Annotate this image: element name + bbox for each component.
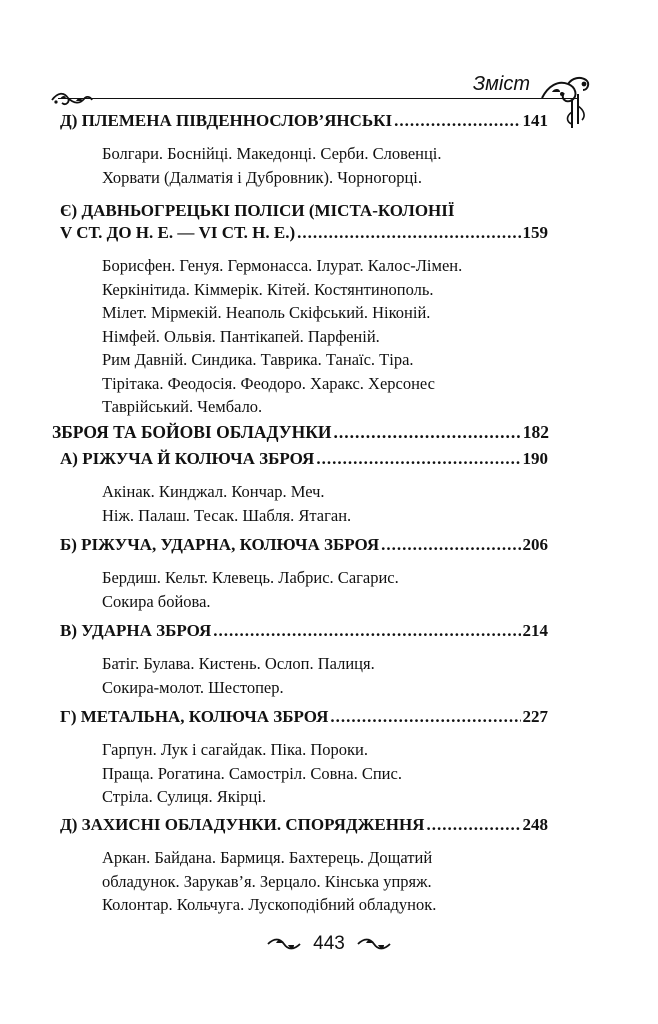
dot-leader [381,534,520,556]
toc-heading-label: Г) МЕТАЛЬНА, КОЛЮЧА ЗБРОЯ [60,707,329,726]
dot-leader [394,110,520,132]
toc-subitem-line: Сокира бойова. [102,591,211,611]
toc-page-number: 214 [522,621,548,640]
footer-right-flourish-icon [356,936,392,952]
toc-subitems [102,142,532,189]
toc-heading-label: Б) РІЖУЧА, УДАРНА, КОЛЮЧА ЗБРОЯ [60,535,380,554]
toc-page-number: 190 [522,449,548,468]
toc-heading [60,110,548,132]
toc-heading [60,534,548,556]
toc-subitem-line: Батіг. Булава. Кистень. Ослоп. Палиця. [102,654,375,673]
toc-page-number: 159 [522,223,548,242]
toc-page-number: 248 [522,815,548,834]
toc-subitems [102,652,532,699]
toc-subitem-line: Сокира-молот. Шестопер. [102,677,284,697]
toc-subitem-line: Стріла. Сулиця. Якірці. [102,787,267,806]
toc-page-number: 206 [522,535,548,554]
toc-heading [60,814,548,836]
toc-subitem-line: Аркан. Байдана. Бармиця. Бахтерець. Дощатий [102,848,433,867]
toc-heading-label: Д) ПЛЕМЕНА ПІВДЕННОСЛОВ’ЯНСЬКІ [60,111,393,130]
toc-subitem-line: Акінак. Кинджал. Кончар. Меч. [102,482,325,501]
toc-subitem-line: Ніж. Палаш. Тесак. Шабля. Ятаган. [102,505,352,525]
toc-heading-label: А) РІЖУЧА Й КОЛЮЧА ЗБРОЯ [60,449,315,468]
toc-subitem-line: Мілет. Мірмекій. Неаполь Скіфський. Ніконій. [102,303,431,322]
toc-subitem-line: Тірітака. Феодосія. Феодоро. Харакс. Херсонес [102,373,435,393]
toc-heading-label: Є) ДАВНЬОГРЕЦЬКІ ПОЛІСИ (МІСТА-КОЛОНІЇ [60,201,455,220]
toc-page-number: 182 [522,422,549,442]
toc-heading [60,620,548,642]
toc-subitem-line: обладунок. Зарукав’я. Зерцало. Кінська упряж. [102,871,432,891]
running-header-title: Зміст [472,73,530,95]
toc-heading [60,222,548,244]
toc-subitem-line: Рим Давній. Синдика. Таврика. Танаїс. Тіра. [102,350,414,369]
toc-subitem-line: Бердиш. Кельт. Клевець. Лабрис. Сагарис. [102,568,399,587]
toc-subitem-line: Борисфен. Генуя. Гермонасса. Ілурат. Калос-Лімен. [102,256,463,275]
toc-subitem-line: Хорвати (Далматія і Дубровник). Чорногорці. [102,167,423,187]
toc-subitems [102,566,532,613]
dot-leader [213,620,520,642]
toc-page-number: 227 [522,707,548,726]
toc-subitem-line: Колонтар. Кольчуга. Лускоподібний обладунок. [102,895,437,914]
toc-heading-label: В) УДАРНА ЗБРОЯ [60,621,212,640]
toc-heading-label: ЗБРОЯ ТА БОЙОВІ ОБЛАДУНКИ [52,422,332,442]
dot-leader [330,706,520,728]
header-rule [58,98,578,99]
toc-subitems [102,738,532,809]
toc-heading [60,706,548,728]
toc-heading [52,421,549,443]
toc-subitem-line: Гарпун. Лук і сагайдак. Піка. Пороки. [102,740,368,759]
toc-subitems [102,480,532,527]
toc-subitem-line: Таврійський. Чембало. [102,397,263,416]
dot-leader [426,814,520,836]
toc-subitem-line: Праща. Рогатина. Самостріл. Совна. Спис. [102,763,402,783]
toc-heading-label: V СТ. ДО Н. Е. — VI СТ. Н. Е.) [60,223,296,242]
toc-subitem-line: Німфей. Ольвія. Пантікапей. Парфеній. [102,326,380,346]
toc-heading-label: Д) ЗАХИСНІ ОБЛАДУНКИ. СПОРЯДЖЕННЯ [60,815,425,834]
flourish-ornament-icon [50,90,94,110]
footer-left-flourish-icon [266,936,302,952]
page-footer [0,932,658,956]
toc-heading [60,448,548,470]
toc-page-number: 141 [522,111,548,130]
dot-leader [316,448,520,470]
dot-leader [297,222,520,244]
dot-leader [334,421,521,443]
toc-subitem-line: Керкінітида. Кіммерік. Кітей. Костянтинополь. [102,279,434,299]
toc-subitem-line: Болгари. Боснійці. Македонці. Серби. Словенці. [102,144,442,163]
page-number: 443 [313,933,345,954]
toc-subitems [102,846,532,917]
toc-subitems [102,254,532,419]
